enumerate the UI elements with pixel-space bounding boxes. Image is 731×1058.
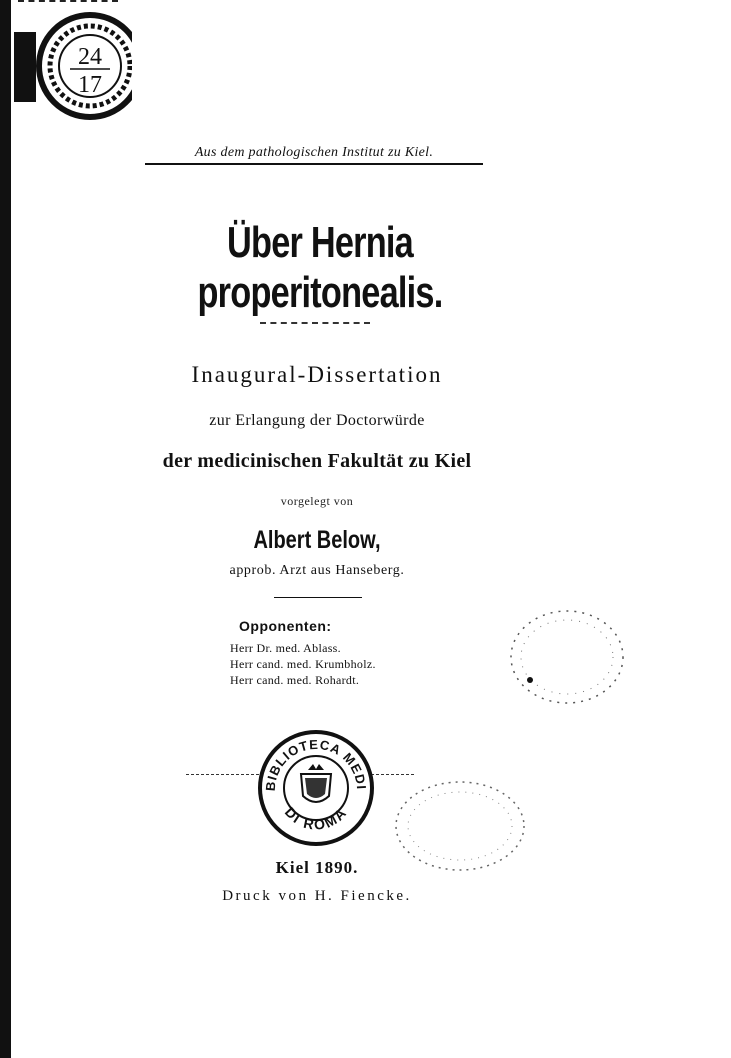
page-title: Über Hernia properitonealis. [197, 218, 443, 317]
imprint-place-year: Kiel 1890. [275, 858, 359, 877]
opponent-item: Herr cand. med. Rohardt. [230, 673, 360, 687]
institute-line: Aus dem pathologischen Institut zu Kiel. [145, 145, 483, 165]
author-name: Albert Below, [253, 526, 381, 554]
library-stamp [253, 728, 378, 846]
numbered-stamp [14, 12, 132, 120]
scan-top-edge [18, 0, 118, 6]
opponent-item: Herr Dr. med. Ablass. [230, 641, 341, 655]
opponents-list [230, 640, 450, 688]
stamp-number-top: 24 [78, 44, 102, 70]
purpose-line: zur Erlangung der Doctorwürde [209, 412, 425, 429]
library-stamp-top-text: BIBLIOTECA MEDI [262, 736, 370, 792]
opponents-heading: Opponenten: [239, 618, 332, 634]
imprint-printer: Druck von H. Fiencke. [222, 888, 412, 904]
divider [274, 597, 362, 598]
dissertation-type: Inaugural-Dissertation [191, 362, 443, 387]
presented-by: vorgelegt von [280, 494, 354, 508]
opponent-item: Herr cand. med. Krumbholz. [230, 657, 376, 671]
ornament-rule [260, 322, 370, 324]
stamp-number-bottom: 17 [78, 72, 102, 98]
faculty-line: der medicinischen Fakultät zu Kiel [162, 450, 472, 472]
author-affiliation: approb. Arzt aus Hanseberg. [229, 563, 405, 578]
library-stamp-bottom-text: DI ROMA [281, 803, 351, 833]
faint-oval-stamp [505, 605, 630, 710]
